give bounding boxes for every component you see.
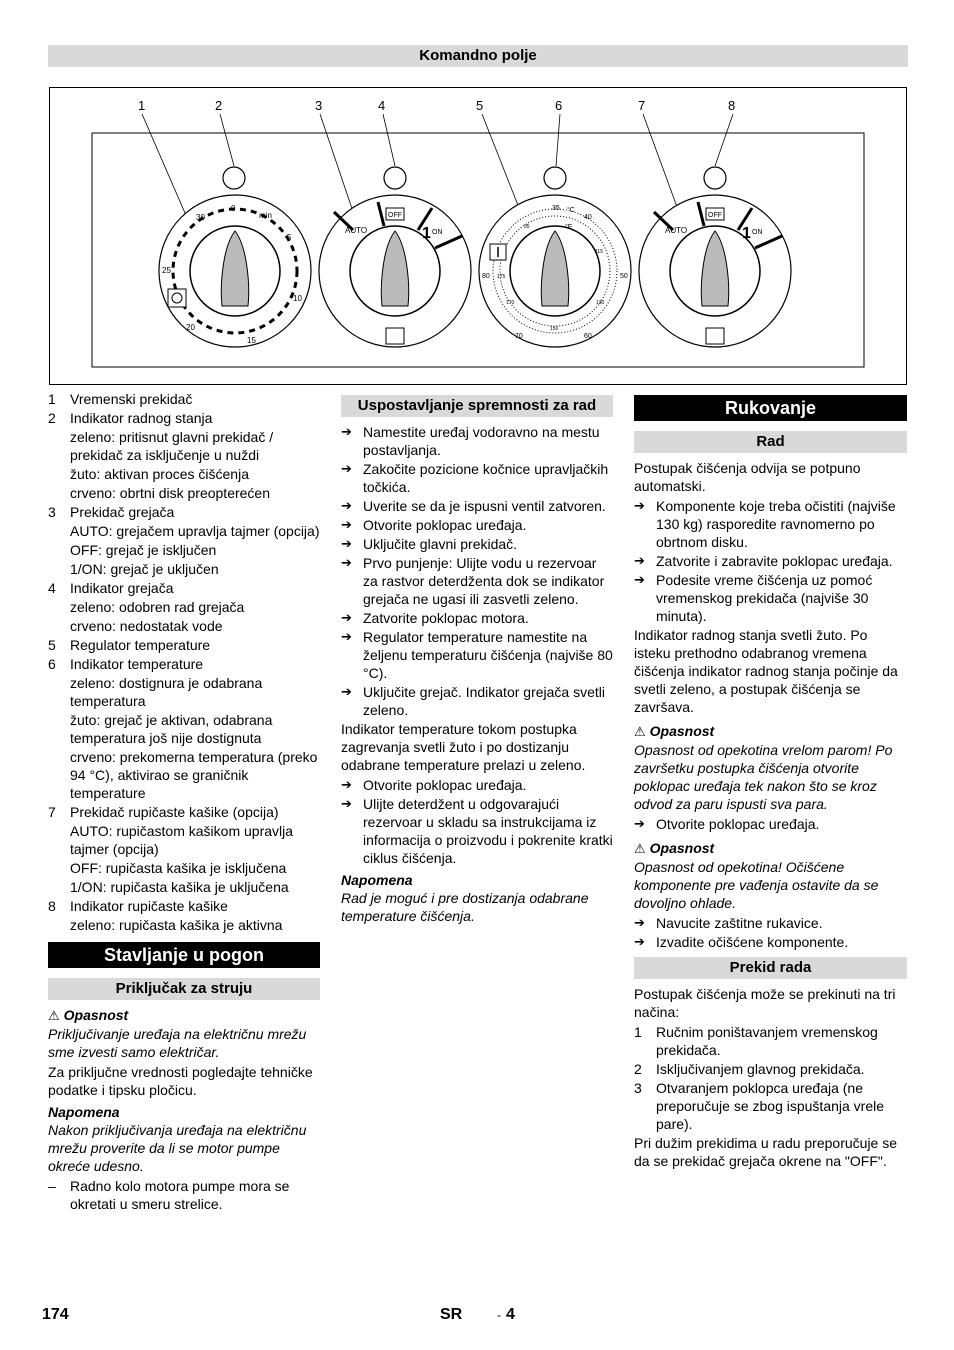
left-column <box>48 390 320 1213</box>
numbered-item <box>634 1079 907 1133</box>
arrow-icon: ➔ <box>341 629 352 644</box>
section-page: 4 <box>506 1306 515 1323</box>
temp-tick-60: 60 <box>584 333 592 340</box>
legend-text: Indikator radnog stanja <box>70 410 213 426</box>
step-text: Izvadite očišćene komponente. <box>656 934 849 950</box>
arrow-icon: ➔ <box>341 555 352 570</box>
item-number: 2 <box>634 1061 642 1077</box>
note-text: Rad je moguć i pre dostizanja odabrane temperature čišćenja. <box>341 890 589 924</box>
legend-number: 4 <box>48 580 56 596</box>
legend-text: Indikator temperature <box>70 656 204 672</box>
step-item <box>341 776 613 794</box>
legend-item <box>48 636 320 654</box>
timer-tick-5: 5 <box>287 233 292 242</box>
arrow-icon: ➔ <box>341 461 352 476</box>
legend-subitem: crveno: nedostatak vode <box>70 618 223 634</box>
operation-steps <box>634 497 907 625</box>
arrow-icon: ➔ <box>634 816 645 831</box>
step-item <box>341 795 613 867</box>
legend-item <box>48 897 320 915</box>
warning-text: Opasnost od opekotina vrelom parom! Po završetku postupka čišćenja otvorite poklopac uređaja tek nakon što se kroz odvod za paru ispusti sva para. <box>634 742 893 812</box>
indicator-4 <box>384 167 406 189</box>
heater-on-prefix: 1 <box>422 225 431 242</box>
legend-subitem: AUTO: grejačem upravlja tajmer (opcija) <box>70 523 320 539</box>
callout-6: 6 <box>555 98 563 113</box>
item-number: 1 <box>634 1024 642 1040</box>
legend-subitem: AUTO: rupičastom kašikom upravlja tajmer (opcija) <box>70 823 294 857</box>
warning-heading: ⚠ Opasnost <box>634 840 715 856</box>
legend-number: 2 <box>48 410 56 426</box>
legend-item <box>48 409 320 427</box>
warning-icon: ⚠ <box>634 724 646 739</box>
timer-tick-20: 20 <box>186 323 195 332</box>
item-text: Otvaranjem poklopca uređaja (ne preporučuje se zbog ispuštanja vrele pare). <box>656 1080 885 1132</box>
callout-5: 5 <box>476 98 484 113</box>
legend-subitem: zeleno: dostignura je odabrana temperatura <box>70 675 263 709</box>
legend-subitem: žuto: grejač je aktivan, odabrana temperatura još nije dostignuta <box>70 712 273 746</box>
interruption-list <box>634 1023 907 1133</box>
step-text: Uključite grejač. Indikator grejača svetli zeleno. <box>363 684 605 718</box>
indicator-6 <box>544 167 566 189</box>
paragraph: Pri dužim prekidima u radu preporučuje se da se prekidač grejača okrene na "OFF". <box>634 1135 898 1169</box>
legend-item <box>48 803 320 821</box>
indicator-2 <box>223 167 245 189</box>
page-number: 174 <box>42 1306 69 1323</box>
note-heading: Napomena <box>341 872 413 888</box>
legend-subitem: crveno: obrtni disk preopterećen <box>70 485 270 501</box>
arrow-icon: ➔ <box>634 915 645 930</box>
temp-f-130: 130 <box>596 300 605 306</box>
arrow-icon: ➔ <box>341 796 352 811</box>
timer-tick-min: min <box>259 211 272 220</box>
numbered-item <box>634 1060 907 1078</box>
temp-tick-35: 35 <box>552 205 560 212</box>
temp-unit-c: °C <box>567 207 575 214</box>
step-item <box>341 535 613 553</box>
leader-6 <box>556 114 560 166</box>
legend-text: Prekidač rupičaste kašike (opcija) <box>70 804 279 820</box>
numbered-item <box>634 1023 907 1059</box>
temp-unit-f: °F <box>565 224 573 231</box>
timer-knob <box>159 195 311 347</box>
clock-icon <box>168 289 186 307</box>
legend-list <box>48 390 320 934</box>
legend-number: 8 <box>48 898 56 914</box>
temp-tick-70: 70 <box>515 333 523 340</box>
step-text: Zatvorite i zabravite poklopac uređaja. <box>656 553 893 569</box>
step-text: Podesite vreme čišćenja uz pomoć vremenskog prekidača (najviše 30 minuta). <box>656 572 873 624</box>
callout-2: 2 <box>215 98 223 113</box>
operation-steps-2 <box>634 815 907 833</box>
step-item <box>634 552 907 570</box>
control-panel-figure <box>49 87 907 385</box>
step-item <box>341 683 613 719</box>
step-text: Otvorite poklopac uređaja. <box>363 777 527 793</box>
paragraph: Indikator radnog stanja svetli žuto. Po isteku prethodno odabranog vremena čišćenja indikator radnog stanja počinje da svetli zeleno, a postupak čišćenja se završava. <box>634 627 898 715</box>
arrow-icon: ➔ <box>634 572 645 587</box>
callout-1: 1 <box>138 98 146 113</box>
warning-heading: ⚠ Opasnost <box>634 723 715 739</box>
operation-steps-3 <box>634 914 907 951</box>
legend-subitem: OFF: grejač je isključen <box>70 542 217 558</box>
arrow-icon: ➔ <box>634 934 645 949</box>
legend-number: 5 <box>48 637 56 653</box>
legend-number: 6 <box>48 656 56 672</box>
callout-7: 7 <box>638 98 646 113</box>
temp-tick-80: 80 <box>482 273 490 280</box>
timer-tick-25: 25 <box>162 266 171 275</box>
step-item <box>634 914 907 932</box>
temp-f-150: 150 <box>550 326 559 332</box>
warning-text: Opasnost od opekotina! Očišćene komponente pre vađenja ostavite da se dovoljno ohlade. <box>634 859 879 911</box>
step-item <box>634 571 907 625</box>
paragraph: Indikator temperature tokom postupka zagrevanja svetli žuto i po dostizanju odabrane temperature prelazi u zeleno. <box>341 721 586 773</box>
step-text: Regulator temperature namestite na željenu temperaturu čišćenja (najviše 80 °C). <box>363 629 613 681</box>
legend-item <box>48 503 320 521</box>
header-bar: Komandno polje <box>48 45 908 67</box>
item-text: Isključivanjem glavnog prekidača. <box>656 1061 865 1077</box>
heater-icon <box>386 328 404 344</box>
footer-dash: - <box>497 1308 501 1322</box>
control-panel-diagram <box>50 88 906 384</box>
spray-auto-label: AUTO <box>665 226 688 235</box>
legend-text: Vremenski prekidač <box>70 391 193 407</box>
paragraph: Postupak čišćenja može se prekinuti na tri načina: <box>634 986 896 1020</box>
subtitle-interruption: Prekid rada <box>634 957 907 979</box>
legend-number: 3 <box>48 504 56 520</box>
step-text: Zatvorite poklopac motora. <box>363 610 529 626</box>
arrow-icon: ➔ <box>634 553 645 568</box>
timer-tick-15: 15 <box>247 336 256 345</box>
legend-subitem: zeleno: pritisnut glavni prekidač / prekidač za isključenje u nuždi <box>70 429 274 463</box>
step-item <box>341 497 613 515</box>
legend-number: 1 <box>48 391 56 407</box>
legend-item <box>48 579 320 597</box>
spray-on-label: ON <box>752 229 763 236</box>
step-text: Komponente koje treba očistiti (najviše 130 kg) rasporedite ravnomerno po obrtnom disku. <box>656 498 896 550</box>
arrow-icon: ➔ <box>341 777 352 792</box>
paragraph: Postupak čišćenja odvija se potpuno automatski. <box>634 460 861 494</box>
warning-icon: ⚠ <box>48 1008 60 1023</box>
temp-f-95: 95 <box>524 224 530 230</box>
readiness-steps <box>341 423 613 719</box>
step-item <box>341 554 613 608</box>
heater-on-label: ON <box>432 229 443 236</box>
step-text: Ulijte deterdžent u odgovarajući rezervoar u skladu sa instrukcijama iz informacija o proizvodu i pokrenite kratki ciklus čišćenja. <box>363 796 613 866</box>
step-text: Uključite glavni prekidač. <box>363 536 518 552</box>
subtitle-work: Rad <box>634 431 907 453</box>
step-item <box>341 628 613 682</box>
item-text: Ručnim poništavanjem vremenskog prekidača. <box>656 1024 878 1058</box>
leader-4 <box>383 114 395 166</box>
timer-tick-10: 10 <box>293 294 302 303</box>
arrow-icon: ➔ <box>341 536 352 551</box>
warning-heading: ⚠ Opasnost <box>48 1007 129 1023</box>
right-column <box>634 395 907 1172</box>
temp-f-175: 175 <box>497 274 506 280</box>
arrow-icon: ➔ <box>341 498 352 513</box>
legend-subitem: 1/ON: grejač je uključen <box>70 561 219 577</box>
legend-text: Indikator grejača <box>70 580 174 596</box>
note-text: Nakon priključivanja uređaja na električnu mrežu proverite da li se motor pumpe okreće udesno. <box>48 1122 307 1174</box>
legend-subitem: 1/ON: rupičasta kašika je uključena <box>70 879 289 895</box>
warning-icon: ⚠ <box>634 841 646 856</box>
middle-column <box>341 395 613 927</box>
step-text: Navucite zaštitne rukavice. <box>656 915 823 931</box>
note-heading: Napomena <box>48 1104 120 1120</box>
shower-icon <box>706 328 724 344</box>
section-title-operation: Rukovanje <box>634 395 907 421</box>
step-item <box>341 423 613 459</box>
temp-tick-50: 50 <box>620 273 628 280</box>
leader-8 <box>715 114 733 166</box>
legend-subitem: žuto: aktivan proces čišćenja <box>70 466 249 482</box>
step-text: Uverite se da je ispusni ventil zatvoren. <box>363 498 606 514</box>
readiness-steps-2 <box>341 776 613 867</box>
step-item <box>341 609 613 627</box>
spray-on-prefix: 1 <box>742 225 751 242</box>
arrow-icon: ➔ <box>341 610 352 625</box>
language-code: SR <box>440 1306 463 1323</box>
step-text: Zakočite pozicione kočnice upravljačkih točkića. <box>363 461 609 495</box>
arrow-icon: ➔ <box>341 684 352 699</box>
legend-item <box>48 390 320 408</box>
step-item <box>634 933 907 951</box>
indicator-8 <box>704 167 726 189</box>
legend-subitem: crveno: prekomerna temperatura (preko 94 °C), aktivirao se graničnik temperature <box>70 749 318 801</box>
step-item <box>634 815 907 833</box>
temp-f-115: 115 <box>595 249 603 255</box>
legend-text: Indikator rupičaste kašike <box>70 898 228 914</box>
step-text: Namestite uređaj vodoravno na mestu postavljanja. <box>363 424 600 458</box>
legend-item <box>48 655 320 673</box>
callout-8: 8 <box>728 98 736 113</box>
legend-text: Prekidač grejača <box>70 504 175 520</box>
callout-4: 4 <box>378 98 386 113</box>
legend-subitem: OFF: rupičasta kašika je isključena <box>70 860 287 876</box>
timer-tick-30: 30 <box>196 213 205 222</box>
heater-off-label: OFF <box>388 212 402 219</box>
heater-auto-label: AUTO <box>345 226 368 235</box>
subtitle-power-connection: Priključak za struju <box>48 978 320 1000</box>
dash-item: – Radno kolo motora pumpe mora se okretati u smeru strelice. <box>48 1178 290 1212</box>
step-text: Prvo punjenje: Ulijte vodu u rezervoar za rastvor deterdženta dok se indikator grejača ne ugasi ili zasvetli zeleno. <box>363 555 605 607</box>
step-item <box>341 460 613 496</box>
subtitle-readiness: Uspostavljanje spremnosti za rad <box>341 395 613 417</box>
callout-3: 3 <box>315 98 323 113</box>
step-text: Otvorite poklopac uređaja. <box>656 816 820 832</box>
item-number: 3 <box>634 1080 642 1096</box>
timer-tick-0: 0 <box>231 204 236 213</box>
section-title-commissioning: Stavljanje u pogon <box>48 942 320 968</box>
legend-text: Regulator temperature <box>70 637 211 653</box>
spray-switch-knob <box>639 195 791 347</box>
spray-off-label: OFF <box>708 212 722 219</box>
step-item <box>634 497 907 551</box>
step-text: Otvorite poklopac uređaja. <box>363 517 527 533</box>
step-item <box>341 516 613 534</box>
leader-2 <box>220 114 234 166</box>
temp-tick-40: 40 <box>584 214 592 221</box>
legend-subitem: zeleno: rupičasta kašika je aktivna <box>70 917 283 933</box>
legend-number: 7 <box>48 804 56 820</box>
warning-text: Priključivanje uređaja na električnu mrežu sme izvesti samo električar. <box>48 1026 307 1060</box>
temp-f-170: 170 <box>506 300 515 306</box>
temperature-knob <box>479 195 631 347</box>
heater-switch-knob <box>319 195 471 347</box>
paragraph: Za priključne vrednosti pogledajte tehničke podatke i tipsku pločicu. <box>48 1064 313 1098</box>
legend-subitem: zeleno: odobren rad grejača <box>70 599 245 615</box>
arrow-icon: ➔ <box>341 517 352 532</box>
arrow-icon: ➔ <box>634 498 645 513</box>
arrow-icon: ➔ <box>341 424 352 439</box>
